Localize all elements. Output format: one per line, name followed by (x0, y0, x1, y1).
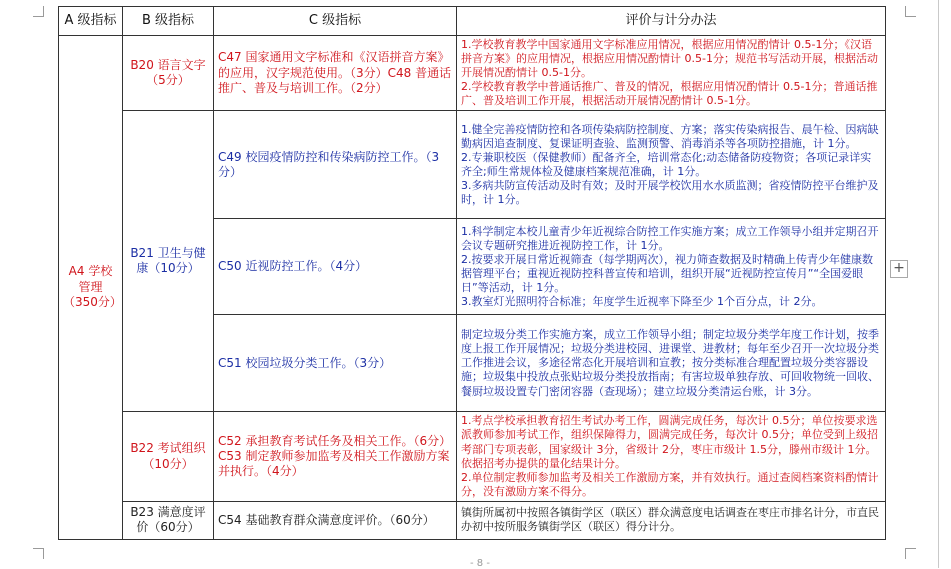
crop-mark-bottom-right (905, 548, 916, 559)
page-edge-line (938, 0, 939, 568)
header-c-indicator: C 级指标 (214, 7, 457, 36)
b20-evaluation-cell (457, 36, 886, 111)
eval-item: 3.多病共防宣传活动及时有效；及时开展学校饮用水水质监测；省疫情防控平台维护及时，计 1分。 (461, 178, 879, 207)
eval-item: 1.健全完善疫情防控和各项传染病防控制度、方案；落实传染病报告、晨午检、因病缺勤病因追查制度、复课证明查验、监测预警、消毒消杀等各项防控措施，计 1分。 (461, 122, 879, 150)
table-row (59, 501, 886, 539)
eval-item: 2.专兼职校医（保健教师）配备齐全，培训常态化;动态储备防疫物资；各项记录详实齐全;师生常规体检及健康档案规范准确，计 1分。 (461, 150, 872, 178)
c51-evaluation-cell: 制定垃圾分类工作实施方案，成立工作领导小组；制定垃圾分类学年度工作计划，按季度上报工作开展情况；垃圾分类进校园、进课堂、进教材；每年至少召开一次垃圾分类工作推进会议，多途径常态化开展培训和宣教；按分类标准合理配置垃圾分类容器设施；垃圾集中投放点张贴垃圾分类投放指南；有害垃圾单独存放、可回收物统一回收、餐厨垃圾设置专门密闭容器（查现场）；建立垃圾分类清运台账，计 3分。 (457, 315, 886, 412)
header-b-indicator: B 级指标 (123, 7, 214, 36)
c49-evaluation-cell (457, 111, 886, 219)
eval-item: 2.学校教育教学中普通话推广、普及的情况，根据应用情况酌情计 0.5-1分；普通话推广、普及培训工作开展，根据活动开展情况酌情计 0.5-1分。 (461, 80, 878, 108)
add-row-button[interactable]: + (890, 260, 908, 278)
page-number: - 8 - (470, 558, 490, 569)
header-evaluation: 评价与计分办法 (457, 7, 886, 36)
c51-cell: C51 校园垃圾分类工作。（3分） (214, 315, 457, 412)
table-row (59, 111, 886, 219)
c54-cell: C54 基础教育群众满意度评价。（60分） (214, 501, 457, 539)
c49-cell: C49 校园疫情防控和传染病防控工作。（3分） (214, 111, 457, 219)
b20-cell: B20 语言文字（5分） (123, 36, 214, 111)
c50-cell: C50 近视防控工作。（4分） (214, 219, 457, 315)
eval-item: 1.科学制定本校儿童青少年近视综合防控工作实施方案；成立工作领导小组并定期召开会议专题研究推进近视防控工作，计 1分。 (461, 224, 879, 252)
b22-cell: B22 考试组织（10分） (123, 412, 214, 501)
eval-item: 2.单位制定教师参加监考及相关工作激励方案，并有效执行。通过查阅档案资料酌情计分，没有激励方案不得分。 (461, 470, 879, 498)
crop-mark-top-right (905, 6, 916, 17)
table-header-row (59, 7, 886, 36)
table-row (59, 412, 886, 501)
b23-cell: B23 满意度评价（60分） (123, 501, 214, 539)
eval-item: 3.教室灯光照明符合标准；年度学生近视率下降至少 1个百分点，计 2分。 (461, 295, 823, 309)
crop-mark-top-left (33, 6, 44, 17)
b22-evaluation-cell (457, 412, 886, 501)
crop-mark-bottom-left (33, 548, 44, 559)
b21-cell: B21 卫生与健康（10分） (123, 111, 214, 412)
eval-item: 2.按要求开展日常近视筛查（每学期两次），视力筛查数据及时精确上传青少年健康数据管理平台；重视近视防控科普宣传和培训，组织开展“近视防控宣传月”“全国爱眼日”等活动，计 1分。 (461, 252, 873, 294)
eval-item: 1.考点学校承担教育招生考试办考工作，圆满完成任务，每次计 0.5分；单位按要求选派教师参加考试工作，组织保障得力，圆满完成任务，每次计 0.5分；单位受到上级招考部门专项表彰，国家级计 3分，省级计 2分，枣庄市级计 1.5分，滕州市级计 1分。依据招考办提供的量化结果计分。 (461, 414, 878, 470)
c47-c48-cell: C47 国家通用文字标准和《汉语拼音方案》的应用，汉字规范使用。（3分）C48 普通话推广、普及与培训工作。（2分） (214, 36, 457, 111)
eval-item: 1.学校教育教学中国家通用文字标准应用情况，根据应用情况酌情计 0.5-1分；《汉语拼音方案》的应用情况，根据应用情况酌情计 0.5-1分；规范书写活动开展，根据活动开展情况酌情计 0.5-1分。 (461, 38, 878, 80)
a-indicator-cell: A4 学校管理（350分） (59, 36, 123, 540)
evaluation-table (58, 6, 886, 540)
b23-evaluation-cell: 镇街所属初中按照各镇街学区（联区）群众满意度电话调查在枣庄市排名计分，市直民办初中按所服务镇街学区（联区）得分计分。 (457, 501, 886, 539)
table-row (59, 36, 886, 111)
c52-c53-cell: C52 承担教育考试任务及相关工作。（6分）C53 制定教师参加监考及相关工作激励方案并执行。（4分） (214, 412, 457, 501)
header-a-indicator: A 级指标 (59, 7, 123, 36)
c50-evaluation-cell (457, 219, 886, 315)
